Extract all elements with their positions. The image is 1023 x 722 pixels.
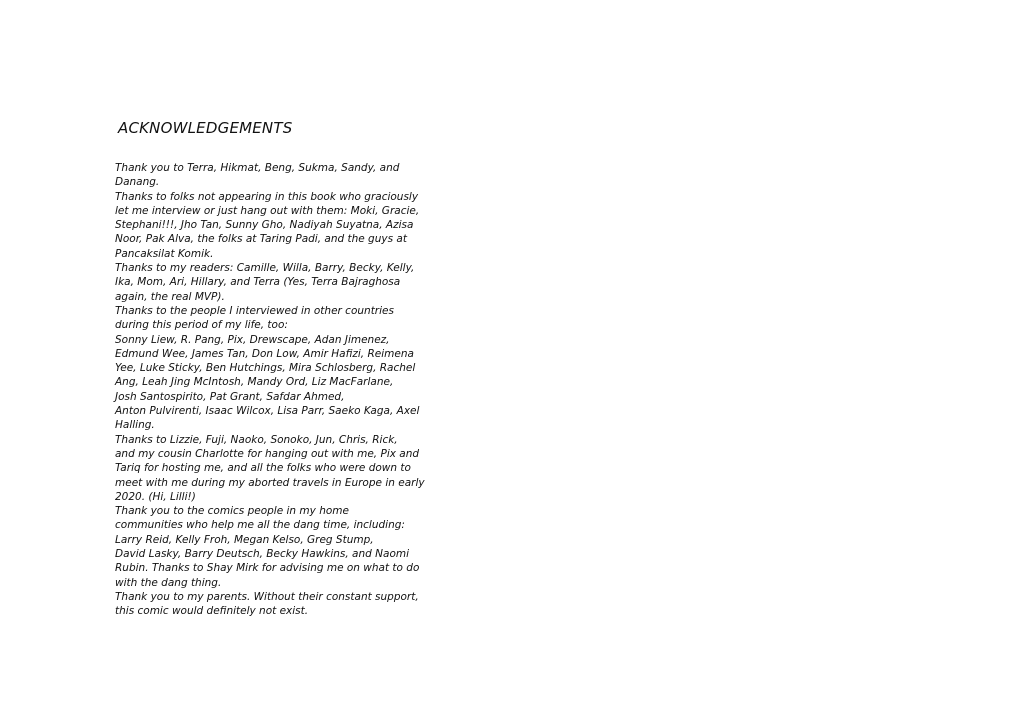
- text-line: Yee, Luke Sticky, Ben Hutchings, Mira Schlosberg, Rachel: [115, 362, 416, 375]
- text-line: with the dang thing.: [115, 576, 222, 589]
- text-line: during this period of my life, too:: [115, 319, 288, 332]
- text-line: communities who help me all the dang time, including:: [115, 519, 405, 532]
- text-line: meet with me during my aborted travels in Europe in early: [115, 476, 425, 489]
- text-line: Edmund Wee, James Tan, Don Low, Amir Hafizi, Reimena: [115, 347, 414, 360]
- text-line: Anton Pulvirenti, Isaac Wilcox, Lisa Parr, Saeko Kaga, Axel: [115, 405, 420, 418]
- text-line: David Lasky, Barry Deutsch, Becky Hawkins, and Naomi: [115, 548, 410, 561]
- text-line: Ang, Leah Jing McIntosh, Mandy Ord, Liz MacFarlane,: [115, 376, 394, 389]
- acknowledgements-body: [115, 161, 475, 619]
- text-line: Noor, Pak Alva, the folks at Taring Padi, and the guys at: [115, 233, 407, 246]
- text-line: Rubin. Thanks to Shay Mirk for advising me on what to do: [115, 562, 420, 575]
- page-title: ACKNOWLEDGEMENTS: [118, 119, 293, 137]
- text-line: Sonny Liew, R. Pang, Pix, Drewscape, Adan Jimenez,: [115, 333, 390, 346]
- text-line: 2020. (Hi, Lilli!): [115, 490, 196, 503]
- text-line: and my cousin Charlotte for hanging out with me, Pix and: [115, 447, 420, 460]
- text-line: Thanks to my readers: Camille, Willa, Barry, Becky, Kelly,: [115, 262, 415, 275]
- text-line: let me interview or just hang out with them: Moki, Gracie,: [115, 204, 420, 217]
- text-line: Josh Santospirito, Pat Grant, Safdar Ahmed,: [115, 390, 345, 403]
- text-line: Ika, Mom, Ari, Hillary, and Terra (Yes, Terra Bajraghosa: [115, 276, 401, 289]
- text-line: again, the real MVP).: [115, 290, 225, 303]
- text-line: Thanks to Lizzie, Fuji, Naoko, Sonoko, Jun, Chris, Rick,: [115, 433, 398, 446]
- text-line: Thank you to Terra, Hikmat, Beng, Sukma, Sandy, and: [115, 162, 400, 174]
- text-line: Thanks to folks not appearing in this book who graciously: [115, 190, 419, 203]
- text-line: Stephani!!!, Jho Tan, Sunny Gho, Nadiyah Suyatna, Azisa: [115, 219, 414, 232]
- text-line: Thanks to the people I interviewed in other countries: [115, 304, 394, 317]
- text-line: this comic would definitely not exist.: [115, 605, 309, 618]
- text-line: Thank you to my parents. Without their constant support,: [115, 590, 419, 603]
- text-line: Tariq for hosting me, and all the folks who were down to: [115, 462, 411, 475]
- text-line: Thank you to the comics people in my home: [115, 505, 349, 518]
- text-line: Danang.: [115, 176, 160, 189]
- text-line: Halling.: [115, 419, 155, 432]
- text-line: Larry Reid, Kelly Froh, Megan Kelso, Greg Stump,: [115, 533, 374, 546]
- text-line: Pancaksilat Komik.: [115, 247, 214, 260]
